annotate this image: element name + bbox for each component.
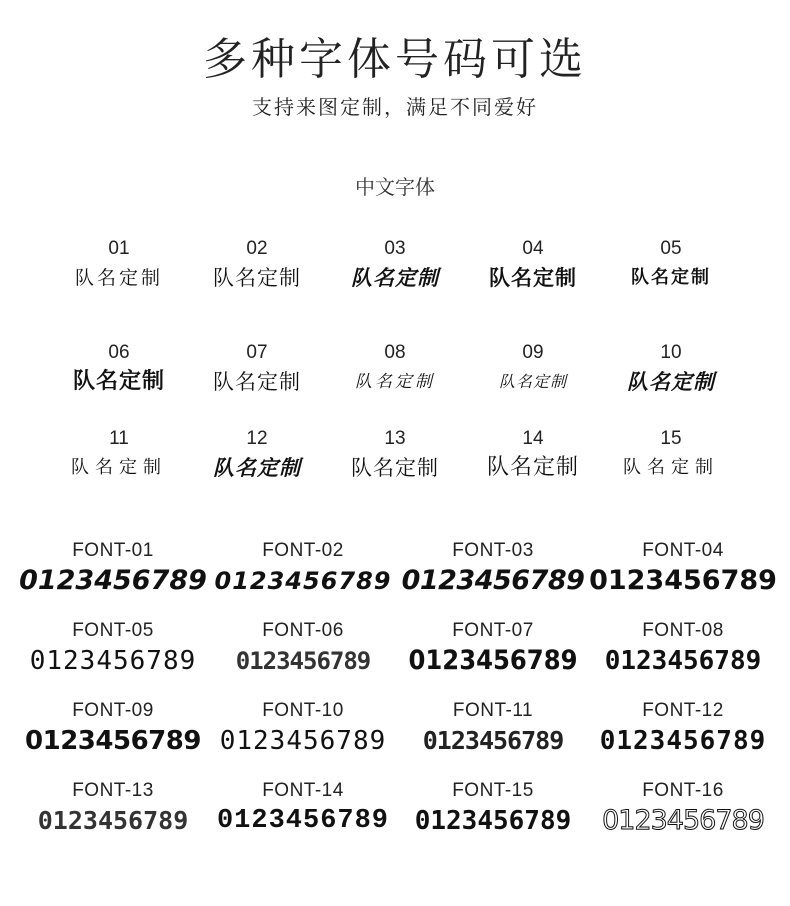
- font-digits-sample: 0123456789: [589, 565, 777, 596]
- number-font-option[interactable]: [208, 620, 398, 678]
- font-sample: 队名定制: [627, 370, 715, 394]
- font-number: 12: [246, 428, 268, 449]
- font-sample: 队名定制: [351, 456, 439, 480]
- font-sample: 队名定制: [355, 372, 435, 392]
- font-digits-sample: 0123456789: [25, 726, 201, 756]
- font-digits-sample: 0123456789: [604, 646, 762, 676]
- font-number: 10: [660, 342, 682, 363]
- font-sample: 队名定制: [213, 370, 301, 394]
- font-name: FONT-10: [262, 700, 344, 721]
- font-digits-sample: 0123456789: [414, 806, 572, 836]
- font-digits-sample: 0123456789: [37, 806, 189, 835]
- font-sample: 队名定制: [213, 456, 301, 480]
- font-digits-sample: 0123456789: [599, 726, 767, 756]
- font-sample: 队名定制: [351, 266, 439, 290]
- font-number: 13: [384, 428, 406, 449]
- number-font-option[interactable]: [588, 620, 778, 678]
- font-digits-sample: 0123456789: [401, 565, 585, 596]
- number-font-option[interactable]: [18, 700, 208, 758]
- font-digits-sample: 0123456789: [422, 726, 564, 755]
- font-digits-sample: 0123456789: [219, 726, 387, 756]
- number-font-option[interactable]: [588, 780, 778, 838]
- font-number: 03: [384, 238, 406, 259]
- font-number: 06: [108, 342, 130, 363]
- page-title: 多种字体号码可选: [203, 34, 587, 85]
- font-digits-sample: 0123456789: [214, 567, 392, 595]
- font-digits-sample: 0123456789: [216, 806, 390, 836]
- font-name: FONT-16: [642, 780, 724, 801]
- number-font-option[interactable]: [588, 540, 778, 598]
- chinese-font-option[interactable]: [602, 342, 740, 396]
- font-name: FONT-02: [262, 540, 344, 561]
- font-name: FONT-09: [72, 700, 154, 721]
- font-number: 15: [660, 428, 682, 449]
- font-name: FONT-12: [642, 700, 724, 721]
- font-number: 08: [384, 342, 406, 363]
- number-font-option[interactable]: [18, 540, 208, 598]
- chinese-font-option[interactable]: [464, 238, 602, 292]
- font-name: FONT-14: [262, 780, 344, 801]
- chinese-font-option[interactable]: [326, 428, 464, 482]
- font-digits-sample: 0123456789: [408, 645, 578, 676]
- page-subtitle: 支持来图定制，满足不同爱好: [252, 95, 538, 119]
- number-font-option[interactable]: [398, 700, 588, 758]
- font-digits-sample: 0123456789: [19, 565, 207, 596]
- font-number: 11: [109, 428, 129, 449]
- font-sample: 队名定制: [489, 266, 577, 290]
- chinese-font-option[interactable]: [602, 238, 740, 292]
- chinese-font-option[interactable]: [602, 428, 740, 482]
- font-sample: 队名定制: [623, 457, 719, 478]
- chinese-font-option[interactable]: [50, 342, 188, 396]
- chinese-font-option[interactable]: [50, 238, 188, 292]
- number-font-option[interactable]: [18, 780, 208, 838]
- chinese-font-option[interactable]: [326, 238, 464, 292]
- font-digits-sample: 0123456789: [602, 805, 764, 836]
- font-digits-sample: 0123456789: [235, 647, 371, 675]
- font-number: 02: [246, 238, 268, 259]
- font-name: FONT-01: [72, 540, 154, 561]
- font-sample: 队名定制: [72, 369, 165, 394]
- font-name: FONT-15: [452, 780, 534, 801]
- font-name: FONT-03: [452, 540, 534, 561]
- font-sample: 队名定制: [74, 267, 163, 289]
- font-name: FONT-08: [642, 620, 724, 641]
- font-number: 07: [246, 342, 268, 363]
- font-sample: 队名定制: [213, 266, 301, 290]
- number-font-option[interactable]: [18, 620, 208, 678]
- font-sample: 队名定制: [71, 457, 167, 478]
- chinese-font-option[interactable]: [464, 342, 602, 396]
- font-number: 09: [522, 342, 544, 363]
- chinese-font-option[interactable]: [188, 238, 326, 292]
- chinese-font-option[interactable]: [326, 342, 464, 396]
- chinese-font-option[interactable]: [188, 428, 326, 482]
- font-name: FONT-07: [452, 620, 534, 641]
- number-font-option[interactable]: [208, 540, 398, 598]
- chinese-fonts-heading: 中文字体: [355, 175, 435, 199]
- font-sample: 队名定制: [631, 267, 711, 288]
- number-font-option[interactable]: [588, 700, 778, 758]
- chinese-font-option[interactable]: [464, 428, 602, 482]
- font-number: 14: [522, 428, 544, 449]
- font-name: FONT-11: [452, 700, 534, 721]
- chinese-font-option[interactable]: [50, 428, 188, 482]
- font-name: FONT-13: [72, 780, 154, 801]
- font-name: FONT-05: [72, 620, 154, 641]
- font-sample: 队名定制: [498, 372, 567, 391]
- font-number: 05: [660, 238, 682, 259]
- font-name: FONT-04: [642, 540, 724, 561]
- font-sample: 队名定制: [486, 455, 579, 480]
- font-number: 04: [522, 238, 544, 259]
- number-font-option[interactable]: [398, 620, 588, 678]
- number-font-option[interactable]: [208, 700, 398, 758]
- number-font-option[interactable]: [398, 540, 588, 598]
- font-digits-sample: 0123456789: [29, 646, 197, 676]
- chinese-font-option[interactable]: [188, 342, 326, 396]
- font-number: 01: [108, 238, 130, 259]
- font-name: FONT-06: [262, 620, 344, 641]
- number-font-option[interactable]: [208, 780, 398, 838]
- number-font-option[interactable]: [398, 780, 588, 838]
